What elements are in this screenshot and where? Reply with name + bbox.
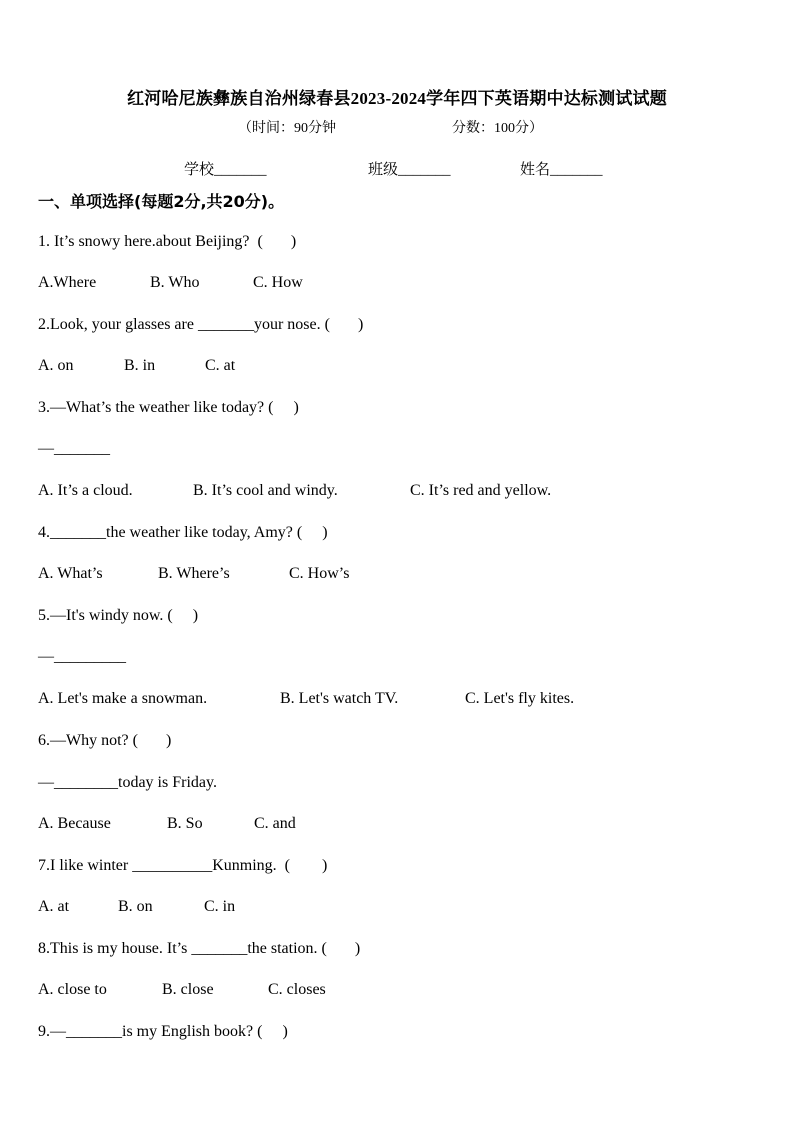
- question-2-option-b: B. in: [124, 357, 156, 374]
- question-4-option-a: A. What’s: [38, 565, 103, 582]
- class-field: 班级_______: [368, 162, 451, 178]
- question-3-option-c: C. It’s red and yellow.: [410, 482, 552, 499]
- question-1-stem: 1. It’s snowy here.about Beijing? ( ): [38, 233, 297, 250]
- question-4-option-b: B. Where’s: [158, 565, 230, 582]
- question-5-option-a: A. Let's make a snowman.: [38, 690, 208, 707]
- question-4-stem: 4._______the weather like today, Amy? ( ): [38, 524, 328, 541]
- question-3-stem: 3.—What’s the weather like today? ( ): [38, 399, 299, 416]
- question-9-stem: 9.—_______is my English book? ( ): [38, 1023, 288, 1040]
- question-8-option-c: C. closes: [268, 981, 326, 998]
- question-7-option-c: C. in: [204, 898, 236, 915]
- question-2-stem: 2.Look, your glasses are _______your nose. ( ): [38, 316, 364, 333]
- question-8-option-b: B. close: [162, 981, 214, 998]
- time-limit: （时间：90分钟: [238, 121, 336, 136]
- question-5-stem: 5.—It's windy now. ( ): [38, 607, 199, 624]
- question-3-option-a: A. It’s a cloud.: [38, 482, 133, 499]
- question-3-answer-line: —_______: [38, 440, 110, 457]
- question-6-answer-line: —________today is Friday.: [38, 774, 217, 791]
- question-1-option-b: B. Who: [150, 274, 200, 291]
- question-2-option-a: A. on: [38, 357, 74, 374]
- question-8-option-a: A. close to: [38, 981, 107, 998]
- section-heading: 一、单项选择(每题2分,共20分)。: [38, 192, 285, 211]
- school-field: 学校_______: [184, 162, 267, 178]
- question-3-option-b: B. It’s cool and windy.: [193, 482, 338, 499]
- question-6-option-c: C. and: [254, 815, 296, 832]
- question-7-option-b: B. on: [118, 898, 153, 915]
- question-5-option-c: C. Let's fly kites.: [465, 690, 575, 707]
- question-2-option-c: C. at: [205, 357, 236, 374]
- question-5-option-b: B. Let's watch TV.: [280, 690, 399, 707]
- total-score: 分数：100分）: [452, 121, 543, 136]
- question-7-option-a: A. at: [38, 898, 70, 915]
- question-8-stem: 8.This is my house. It’s _______the station. ( ): [38, 940, 361, 957]
- question-7-stem: 7.I like winter __________Kunming. ( ): [38, 857, 328, 874]
- question-6-option-a: A. Because: [38, 815, 111, 832]
- question-4-option-c: C. How’s: [289, 565, 350, 582]
- name-field: 姓名_______: [520, 162, 603, 178]
- question-6-option-b: B. So: [167, 815, 203, 832]
- question-1-option-c: C. How: [253, 274, 303, 291]
- question-6-stem: 6.—Why not? ( ): [38, 732, 172, 749]
- exam-title: 红河哈尼族彝族自治州绿春县2023-2024学年四下英语期中达标测试试题: [127, 89, 667, 108]
- question-5-answer-line: —_________: [38, 648, 126, 665]
- question-1-option-a: A.Where: [38, 274, 97, 291]
